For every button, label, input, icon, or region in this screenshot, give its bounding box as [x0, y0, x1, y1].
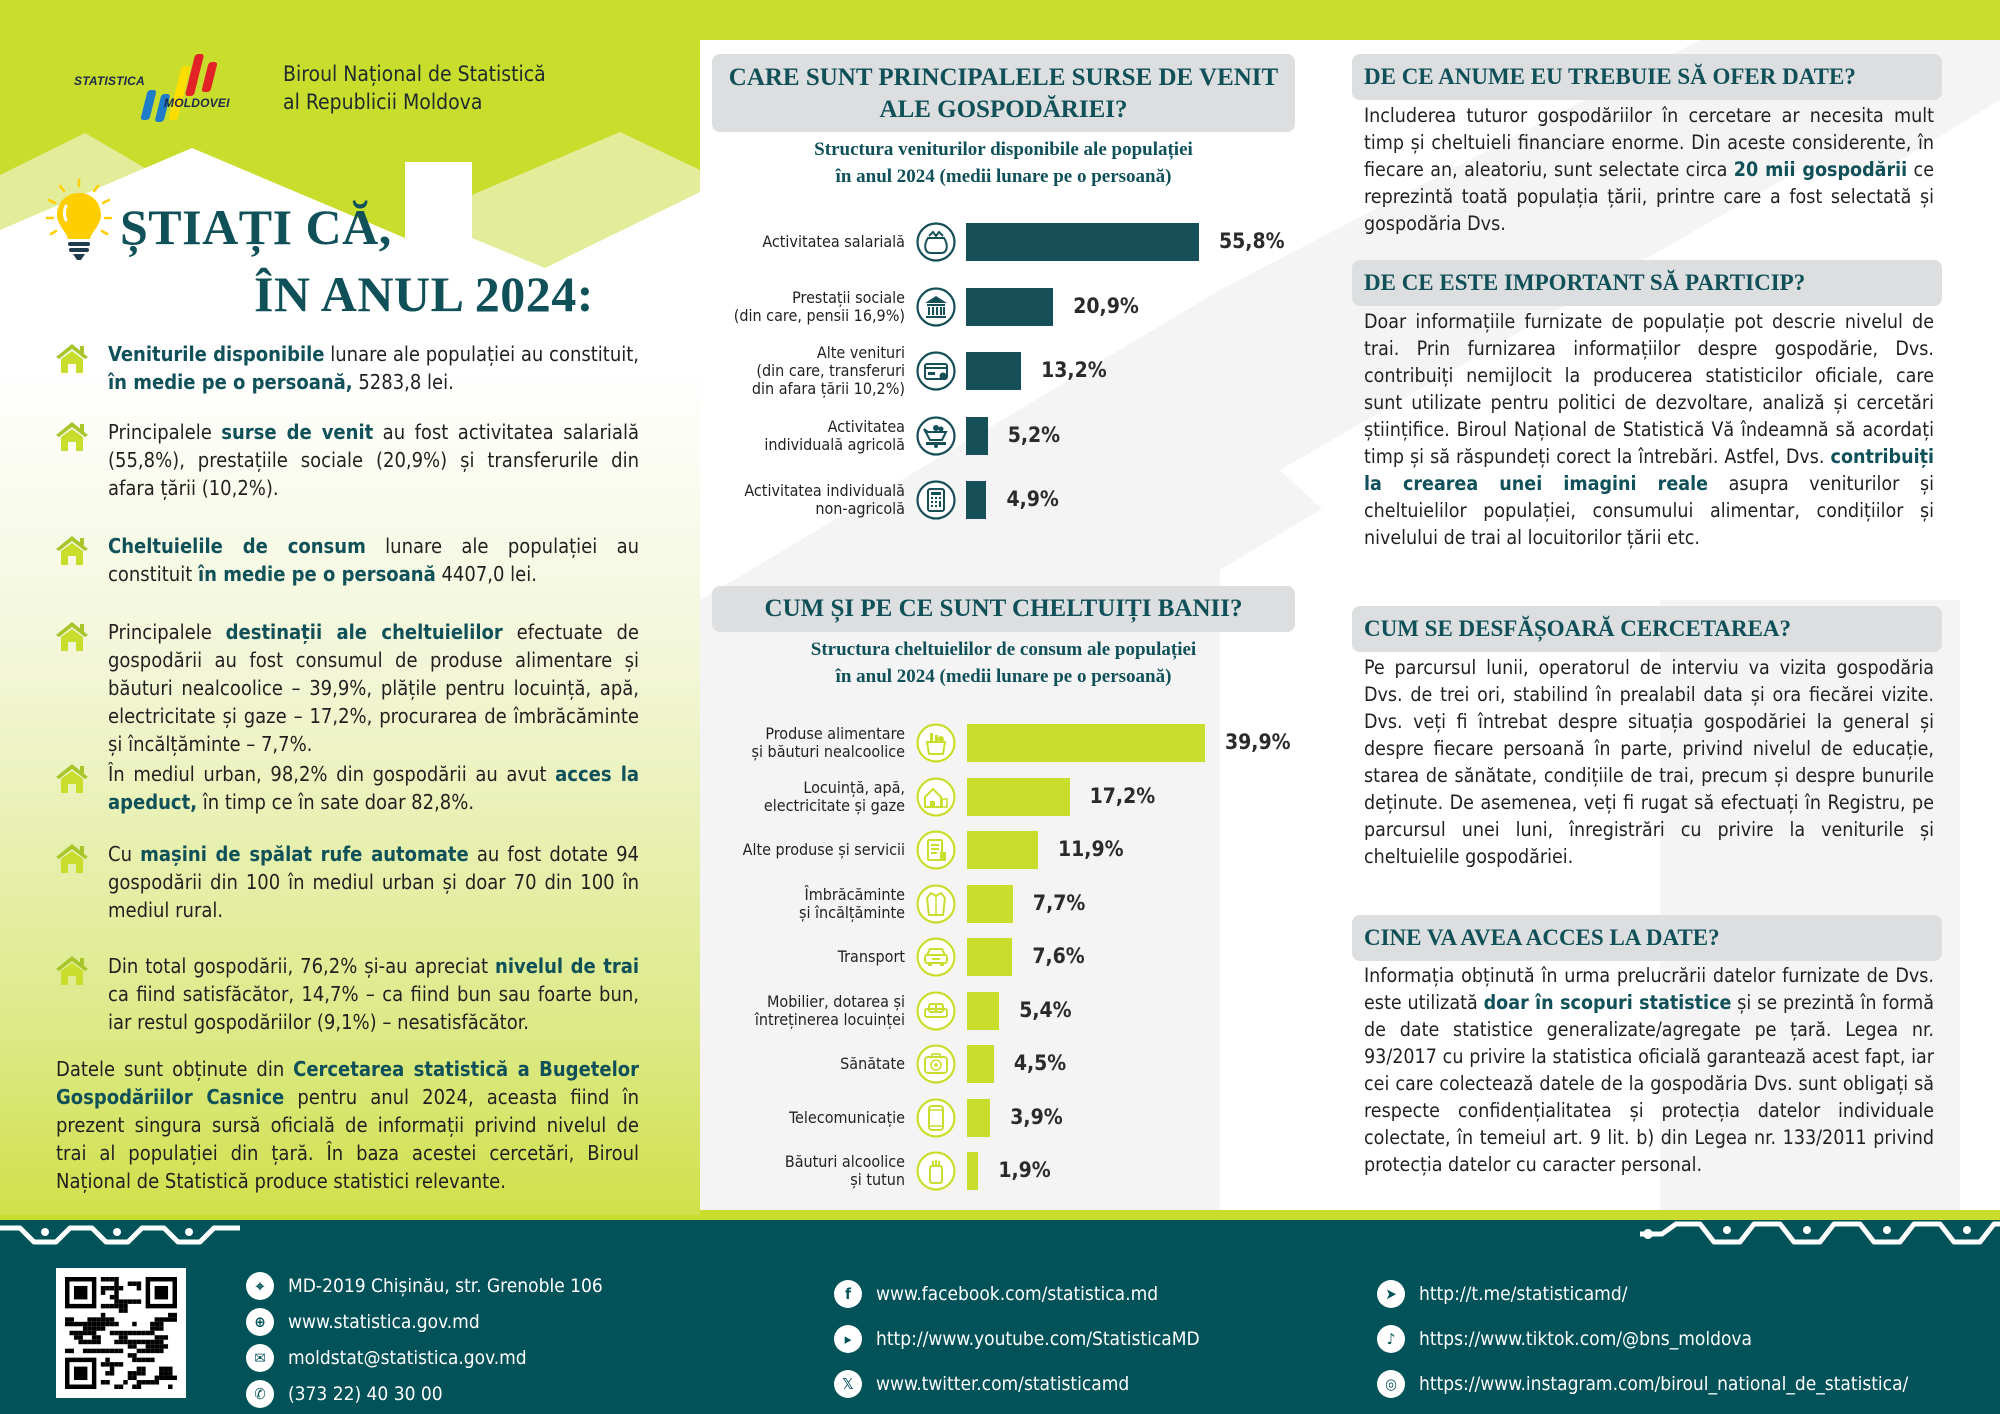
- bar-category-label-line: Activitatea: [827, 416, 905, 436]
- bar-category-label: [700, 779, 905, 815]
- qr-code-pattern: [65, 1277, 177, 1389]
- contact-text[interactable]: https://www.instagram.com/biroul_national_de_statistica/: [1419, 1373, 1909, 1395]
- body-text: 4407,0 lei.: [435, 562, 537, 586]
- body-text: Principalele: [108, 620, 226, 644]
- chart-row: [700, 938, 1400, 976]
- bar-value-label: 5,4%: [1019, 997, 1072, 1022]
- fact-item: [54, 532, 639, 588]
- contact-item[interactable]: [1377, 1370, 1908, 1398]
- contact-text[interactable]: www.statistica.gov.md: [288, 1311, 480, 1333]
- emphasis-text: contribuiți la crearea unei imagini reale: [1364, 445, 1934, 495]
- bar-value-label: 13,2%: [1041, 358, 1107, 382]
- income-section-heading: [712, 54, 1295, 132]
- chart-row: [700, 885, 1400, 923]
- bar-category-label: [700, 1055, 905, 1073]
- emphasis-text: mașini de spălat rufe automate: [140, 842, 469, 866]
- bar: [967, 724, 1205, 762]
- body-text: Principalele: [108, 420, 222, 444]
- wheelbarrow-icon: [916, 416, 956, 456]
- income-chart-title-line-2: în anul 2024 (medii lunare pe o persoană): [835, 166, 1172, 187]
- contact-item[interactable]: [1377, 1325, 1752, 1353]
- bar: [967, 938, 1012, 976]
- contact-text[interactable]: MD-2019 Chișinău, str. Grenoble 106: [288, 1275, 603, 1297]
- page-title-line-1: ȘTIAȚI CĂ,: [120, 199, 392, 255]
- first-aid-kit-icon: [916, 1044, 956, 1084]
- smartphone-icon: [916, 1098, 956, 1138]
- bar: [967, 1099, 990, 1137]
- bar: [967, 885, 1013, 923]
- fact-text: [108, 618, 639, 758]
- chart-row: [700, 481, 1400, 519]
- emphasis-text: destinații ale cheltuielilor: [225, 620, 503, 644]
- income-heading-line-1: CARE SUNT PRINCIPALELE SURSE DE VENIT: [728, 64, 1279, 91]
- bar-value-label: 39,9%: [1225, 730, 1291, 754]
- emphasis-text: Cercetarea statistică a Bugetelor Gospodăriilor Casnice: [56, 1057, 639, 1109]
- faq-answer: [1364, 102, 1934, 237]
- bar-category-label-line: Alte produse și servicii: [742, 840, 905, 859]
- fact-text: [108, 760, 639, 816]
- youtube-icon: ▸: [834, 1325, 862, 1353]
- bar-category-label-line: (din care, transferuri: [756, 361, 905, 380]
- chart-row: [700, 831, 1400, 869]
- bar-category-label-line: Telecomunicație: [788, 1107, 905, 1127]
- expense-chart-title-line-2: în anul 2024 (medii lunare pe o persoană): [835, 666, 1172, 687]
- body-text: 5283,8 lei.: [352, 370, 454, 394]
- body-text: Cu: [108, 842, 141, 866]
- bar-value-label: 4,9%: [1006, 487, 1059, 511]
- body-text: pentru anul 2024, aceasta fiind în prezent singura sursă oficială de informații privind nivelul de trai al populației din țară. În baza acestei cercetări, Biroul Național de Statistică produce statistici relevante.: [56, 1085, 639, 1193]
- content-area: [700, 40, 2000, 1210]
- bar: [967, 778, 1070, 816]
- contact-item[interactable]: [834, 1325, 1200, 1353]
- money-bag-icon: [916, 222, 956, 262]
- house-bullet-icon: [54, 620, 90, 652]
- contact-item[interactable]: [246, 1380, 443, 1408]
- faq-answer: [1364, 308, 1934, 551]
- x-twitter-icon: 𝕏: [834, 1370, 862, 1398]
- ornament-right-icon: [1640, 1220, 2000, 1250]
- bar-category-label-line: Mobilier, dotarea și: [767, 991, 905, 1011]
- body-text: Datele sunt obținute din: [56, 1057, 294, 1081]
- contact-item[interactable]: [246, 1272, 603, 1300]
- body-text: Informația obținută în urma prelucrării datelor furnizate de Dvs. este utilizată: [1364, 964, 1934, 1014]
- chart-row: [700, 223, 1400, 261]
- chart-row: [700, 1152, 1400, 1190]
- contact-text[interactable]: (373 22) 40 30 00: [288, 1383, 443, 1405]
- facebook-icon: f: [834, 1280, 862, 1308]
- bar: [966, 288, 1053, 326]
- chart-row: [700, 724, 1400, 762]
- logo-stripe-red: [201, 62, 217, 92]
- bar-value-label: 3,9%: [1010, 1104, 1063, 1129]
- bar: [967, 1152, 978, 1190]
- body-text: lunare ale populației au constituit: [108, 534, 639, 586]
- fact-text: [108, 418, 639, 502]
- bar-value-label: 7,7%: [1032, 890, 1086, 915]
- bar-value-label: 20,9%: [1073, 293, 1139, 318]
- contact-text[interactable]: www.facebook.com/statistica.md: [876, 1283, 1159, 1305]
- chart-row: [700, 1045, 1400, 1083]
- bar-category-label-line: individuală agricolă: [764, 434, 905, 454]
- bar-value-label: 17,2%: [1089, 783, 1156, 808]
- expense-chart-title-line-1: Structura cheltuielilor de consum ale populației: [810, 639, 1197, 660]
- house-bullet-icon: [54, 420, 90, 452]
- emphasis-text: în medie pe o persoană,: [108, 370, 353, 394]
- emphasis-text: surse de venit: [221, 420, 374, 444]
- bar-category-label: [700, 289, 905, 325]
- bar-category-label-line: și încălțăminte: [798, 902, 905, 922]
- house-bullet-icon: [54, 342, 90, 374]
- bar-value-label: 5,2%: [1007, 422, 1061, 447]
- fact-item: [54, 418, 639, 502]
- bar-category-label: [700, 233, 905, 251]
- bar: [967, 1045, 994, 1083]
- cigarette-pack-icon: [916, 1151, 956, 1191]
- bar-category-label: [700, 725, 905, 761]
- instagram-icon: ◎: [1377, 1370, 1405, 1398]
- bar: [966, 352, 1021, 390]
- bar-value-label: 1,9%: [998, 1158, 1051, 1182]
- contact-text[interactable]: www.twitter.com/statisticamd: [876, 1373, 1130, 1395]
- income-chart-title-line-1: Structura veniturilor disponibile ale populației: [814, 139, 1193, 160]
- organization-name: [283, 60, 546, 116]
- body-text: în timp ce în sate doar 82,8%.: [197, 790, 475, 814]
- faq-answer: [1364, 962, 1934, 1178]
- bar-category-label-line: Transport: [837, 947, 905, 966]
- bar-category-label-line: non-agricolă: [815, 499, 905, 518]
- body-text: ce reprezintă toată populația țării, printre care a fost selectată și gospodăria Dvs.: [1364, 158, 1934, 235]
- bar-category-label-line: Locuință, apă,: [803, 777, 905, 797]
- bar-category-label: [700, 993, 905, 1029]
- emphasis-text: Cheltuielile de consum: [108, 534, 366, 558]
- fact-text: [108, 532, 639, 588]
- bar-category-label-line: și băuturi nealcoolice: [751, 742, 905, 761]
- body-text: asupra veniturilor și cheltuielilor populației, consumului alimentar, condițiilor și nivelului de trai al locuitorilor țării etc.: [1364, 472, 1934, 549]
- logo-word-moldovei: MOLDOVEI: [164, 96, 230, 110]
- chart-row: [700, 417, 1400, 455]
- body-text: lunare ale populației au constituit,: [324, 342, 639, 366]
- contact-item[interactable]: [834, 1370, 1129, 1398]
- body-text: Din total gospodării, 76,2% și-au apreciat: [108, 954, 496, 978]
- bar-value-label: 7,6%: [1032, 944, 1085, 968]
- house-bullet-icon: [54, 954, 90, 986]
- bar-category-label: [700, 948, 905, 966]
- contact-item[interactable]: [834, 1280, 1158, 1308]
- faq-heading: DE CE ESTE IMPORTANT SĂ PARTICIP?: [1352, 260, 1942, 306]
- chart-row: [700, 288, 1400, 326]
- bar-category-label-line: Sănătate: [840, 1054, 905, 1073]
- envelope-icon: ✉: [246, 1344, 274, 1372]
- bar: [966, 223, 1199, 261]
- telegram-icon: ➤: [1377, 1280, 1405, 1308]
- chart-row: [700, 1099, 1400, 1137]
- body-text: efectuate de gospodării au fost consumul de produse alimentare și băuturi nealcoolice – 39,9%, plățile pentru locuință, apă, electricitate și gaze – 17,2%, procurarea de îmbrăcăminte și încălțăminte – 7,7%.: [108, 620, 639, 756]
- fact-item: [54, 618, 639, 758]
- emphasis-text: doar în scopuri statistice: [1483, 991, 1732, 1014]
- body-text: au fost dotate 94 gospodării din 100 în mediul urban și doar 70 din 100 în mediul rural.: [108, 842, 639, 922]
- left-panel: [0, 0, 700, 1222]
- fact-item: [54, 840, 639, 924]
- income-heading-line-2: ALE GOSPODĂRIEI?: [879, 96, 1128, 123]
- body-text: ca fiind satisfăcător, 14,7% – ca fiind bun sau foarte bun, iar restul gospodăriilor (9,1%) – nesatisfăcător.: [108, 982, 639, 1034]
- body-text: Includerea tuturor gospodăriilor în cercetare ar necesita mult timp și cheltuieli financiare enorme. Din aceste considerente, în fiecare an, aleatoriu, sunt selectate circa: [1364, 104, 1934, 181]
- contact-text[interactable]: moldstat@statistica.gov.md: [288, 1347, 527, 1369]
- tiktok-icon: ♪: [1377, 1325, 1405, 1353]
- bar-category-label: [700, 418, 905, 454]
- contact-item[interactable]: [1377, 1280, 1627, 1308]
- body-text: au fost activitatea salarială (55,8%), prestațiile sociale (20,9%) și transferurile din afara țării (10,2%).: [108, 420, 639, 500]
- fact-text: [108, 840, 639, 924]
- bar-value-label: 55,8%: [1219, 229, 1285, 253]
- bar-value-label: 4,5%: [1013, 1051, 1067, 1075]
- fact-item: [54, 952, 639, 1036]
- house-utilities-icon: [916, 777, 956, 817]
- shopping-list-icon: [916, 830, 956, 870]
- bank-building-icon: [916, 287, 956, 327]
- body-text: Doar informațiile furnizate de populație pot descrie nivelul de trai. Prin furnizarea informațiilor despre gospodărie, Dvs. contribuiți nemijlocit la producerea statisticilor oficiale, care sunt utilizate pentru politici de dezvoltare, analiză și cercetări științifice. Biroul Național de Statistică Vă îndeamnă să acordați timp și să răspundeți corect la întrebări. Astfel, Dvs.: [1364, 310, 1934, 468]
- bar-category-label-line: electricitate și gaze: [763, 795, 905, 815]
- bar-category-label: [700, 841, 905, 859]
- logo-word-statistica: STATISTICA: [74, 74, 145, 88]
- fact-text: [108, 952, 639, 1036]
- bar-category-label-line: (din care, pensii 16,9%): [733, 305, 905, 325]
- house-bullet-icon: [54, 762, 90, 794]
- calculator-icon: [916, 480, 956, 520]
- footer: [0, 1215, 2000, 1414]
- body-text: În mediul urban, 98,2% din gospodării au avut: [108, 762, 556, 786]
- faq-heading: DE CE ANUME EU TREBUIE SĂ OFER DATE?: [1352, 54, 1942, 100]
- bar-category-label-line: și tutun: [850, 1170, 905, 1189]
- bar-category-label-line: Alte venituri: [816, 343, 905, 362]
- bar-category-label-line: din afara țării 10,2%): [751, 379, 905, 398]
- income-chart-title: [712, 136, 1295, 190]
- credit-card-icon: [916, 351, 956, 391]
- bar-category-label: [700, 1109, 905, 1127]
- bar-category-label: [700, 1153, 905, 1189]
- bar: [966, 481, 986, 519]
- emphasis-text: Veniturile disponibile: [108, 342, 325, 366]
- bar: [967, 992, 999, 1030]
- contact-text[interactable]: http://www.youtube.com/StatisticaMD: [876, 1328, 1200, 1350]
- faq-answer: [1364, 654, 1934, 870]
- bar: [966, 417, 988, 455]
- faq-heading: CINE VA AVEA ACCES LA DATE?: [1352, 915, 1942, 961]
- bar-category-label-line: Produse alimentare: [765, 724, 905, 743]
- contact-item[interactable]: [246, 1308, 480, 1336]
- body-text: și se prezintă în formă de date statistice generalizate/agregate pe țară. Legea nr. 93/2017 cu privire la statistica oficială garantează acest fapt, iar cei care colectează datele de la gospodăria Dvs. sunt obligați să respecte confidențialitatea și protecția datelor individuale colectate, în temeiul art. 9 lit. b) din Legea nr. 133/2011 privind protecția datelor cu caracter personal.: [1364, 991, 1935, 1176]
- clothing-icon: [916, 884, 956, 924]
- bar-category-label-line: Prestații sociale: [792, 287, 905, 307]
- emphasis-text: în medie pe o persoană: [197, 562, 436, 586]
- bar-category-label-line: Băuturi alcoolice: [784, 1152, 905, 1171]
- bar-value-label: 11,9%: [1057, 837, 1124, 861]
- expense-section-heading: CUM ȘI PE CE SUNT CHELTUIȚI BANII?: [712, 586, 1295, 632]
- emphasis-text: nivelul de trai: [495, 954, 639, 978]
- contact-text[interactable]: http://t.me/statisticamd/: [1419, 1283, 1628, 1305]
- bar: [967, 831, 1038, 869]
- body-text: Pe parcursul lunii, operatorul de interviu va vizita gospodăria Dvs. de trei ori, stabilind în prealabil data și ora fiecărei vizite. Dvs. veți fi întrebat despre situația gospodăriei la general și despre fiecare persoană în parte, privind nivelul de educație, starea de sănătate, condițiile de trai, precum și despre bunurile deținute. De asemenea, veți fi rugat să efectuați în Registru, pe parcursul unei luni, înregistrări cu privire la veniturile și cheltuielile gospodăriei.: [1364, 656, 1934, 868]
- bar-category-label: [700, 482, 905, 518]
- house-bullet-icon: [54, 842, 90, 874]
- logo-stripe-blue: [140, 90, 156, 120]
- org-name-line-2: al Republicii Moldova: [283, 90, 483, 114]
- bar-category-label: [700, 886, 905, 922]
- bar-category-label-line: întreținerea locuinței: [754, 1009, 905, 1029]
- chart-row: [700, 992, 1400, 1030]
- ornament-left-icon: [0, 1220, 240, 1250]
- contact-text[interactable]: https://www.tiktok.com/@bns_moldova: [1419, 1328, 1752, 1350]
- chart-row: [700, 343, 1400, 398]
- lightbulb-icon: [44, 176, 114, 264]
- org-name-line-1: Biroul Național de Statistică: [283, 62, 546, 86]
- grocery-basket-icon: [916, 723, 956, 763]
- contact-item[interactable]: [246, 1344, 527, 1372]
- bar-category-label-line: Activitatea individuală: [744, 481, 905, 500]
- emphasis-text: 20 mii gospodării: [1733, 158, 1908, 181]
- statistica-moldovei-logo: [72, 54, 242, 130]
- qr-code[interactable]: [56, 1268, 186, 1398]
- location-pin-icon: ⌖: [246, 1272, 274, 1300]
- fact-item: [54, 760, 639, 816]
- globe-icon: ⊕: [246, 1308, 274, 1336]
- bar-category-label-line: Îmbrăcăminte: [804, 884, 905, 904]
- phone-icon: ✆: [246, 1380, 274, 1408]
- house-bullet-icon: [54, 534, 90, 566]
- bar-category-label: [700, 344, 905, 398]
- fact-text: [108, 340, 639, 396]
- data-source-note: [56, 1055, 639, 1195]
- fact-item: [54, 340, 639, 396]
- expense-chart-title: [712, 636, 1295, 690]
- sofa-icon: [916, 991, 956, 1031]
- chart-row: [700, 778, 1400, 816]
- emphasis-text: acces la apeduct,: [108, 762, 639, 814]
- bar-category-label-line: Activitatea salarială: [762, 232, 905, 251]
- car-icon: [916, 937, 956, 977]
- faq-heading: CUM SE DESFĂȘOARĂ CERCETAREA?: [1352, 606, 1942, 652]
- page-title-line-2: ÎN ANUL 2024:: [254, 266, 594, 322]
